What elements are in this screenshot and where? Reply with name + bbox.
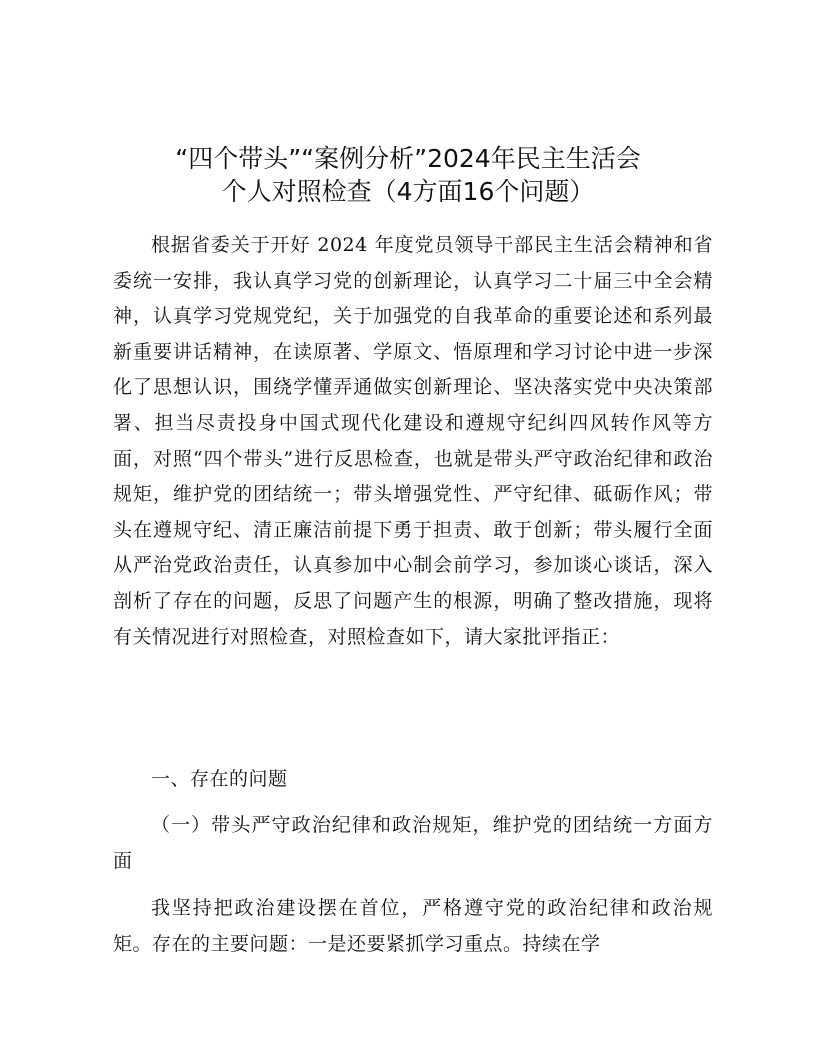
intro-paragraph-container — [113, 228, 713, 655]
intro-paragraph: 根据省委关于开好 2024 年度党员领导干部民主生活会精神和省委统一安排，我认真学习党的创新理论，认真学习二十届三中全会精神，认真学习党规党纪，关于加强党的自我革命的重要论述和系列最新重要讲话精神，在读原著、学原文、悟原理和学习讨论中进一步深化了思想认识，围绕学懂弄通做实创新理论、坚决落实党中央决策部署、担当尽责投身中国式现代化建设和遵规守纪纠四风转作风等方面，对照“四个带头”进行反思检查，也就是带头严守政治纪律和政治规矩，维护党的团结统一；带头增强党性、严守纪律、砥砺作风；带头在遵规守纪、清正廉洁前提下勇于担责、敢于创新；带头履行全面从严治党政治责任，认真参加中心制会前学习，参加谈心谈话，深入剖析了存在的问题，反思了问题产生的根源，明确了整改措施，现将有关情况进行对照检查，对照检查如下，请大家批评指正： — [113, 234, 713, 648]
document-title-line-2: 个人对照检查（4方面16个问题） — [221, 177, 595, 206]
subsection-heading: （一）带头严守政治纪律和政治规矩，维护党的团结统一方面方面 — [113, 814, 713, 872]
body-paragraph-container — [113, 891, 713, 962]
section-heading: 一、存在的问题 — [151, 768, 288, 790]
body-paragraph: 我坚持把政治建设摆在首位，严格遵守党的政治纪律和政治规矩。存在的主要问题：一是还要紧抓学习重点。持续在学 — [113, 897, 713, 955]
document-title-line-1: “四个带头”“案例分析”2024年民主生活会 — [175, 144, 641, 173]
